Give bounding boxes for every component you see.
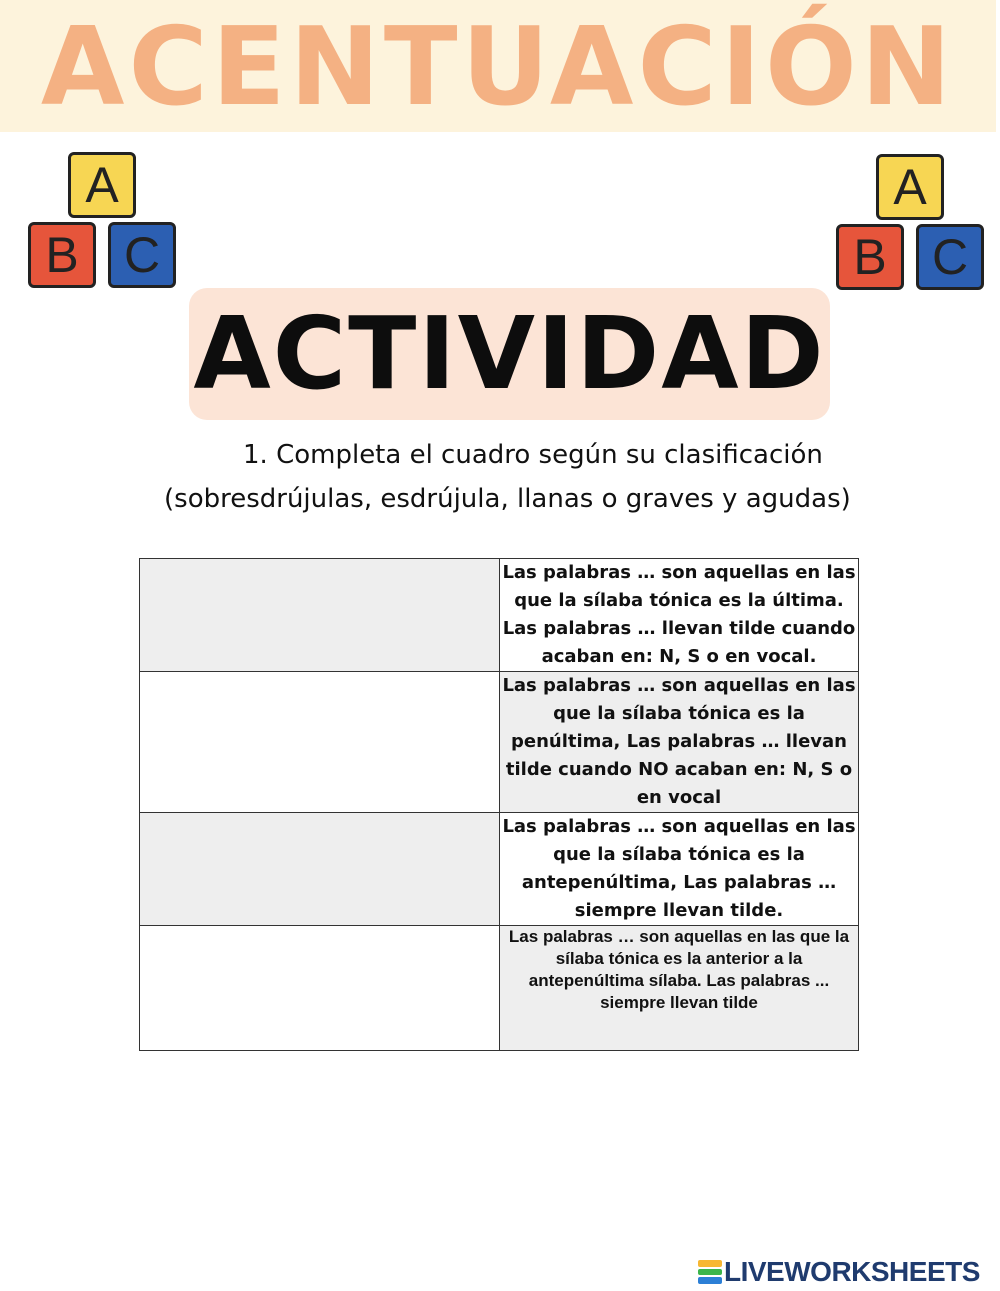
block-c-icon: C — [108, 222, 176, 288]
classification-table — [139, 558, 859, 1051]
block-b-icon: B — [836, 224, 904, 290]
block-b-icon: B — [28, 222, 96, 288]
definition-cell: Las palabras … son aquellas en las que la sílaba tónica es la penúltima, Las palabras … llevan tilde cuando NO acaban en: N, S o en vocal — [500, 672, 859, 813]
definition-cell: Las palabras … son aquellas en las que la sílaba tónica es la antepenúltima, Las palabras … siempre llevan tilde. — [500, 813, 859, 926]
table-row — [140, 926, 859, 1051]
instruction-line-2: (sobresdrújulas, esdrújula, llanas o graves y agudas) — [164, 484, 851, 514]
table-row — [140, 559, 859, 672]
answer-cell[interactable] — [140, 672, 500, 813]
block-c-icon: C — [916, 224, 984, 290]
brand-name: LIVEWORKSHEETS — [724, 1256, 980, 1287]
answer-cell[interactable] — [140, 559, 500, 672]
block-a-icon: A — [68, 152, 136, 218]
definition-cell: Las palabras … son aquellas en las que la sílaba tónica es la última. Las palabras … llevan tilde cuando acaban en: N, S o en vocal. — [500, 559, 859, 672]
table-row — [140, 813, 859, 926]
liveworksheets-logo — [698, 1256, 980, 1288]
abc-blocks-right — [834, 154, 994, 294]
activity-badge — [189, 288, 830, 420]
abc-blocks-left — [26, 152, 186, 292]
definition-cell: Las palabras … son aquellas en las que la sílaba tónica es la anterior a la antepenúltima sílaba. Las palabras ... siempre llevan tilde — [500, 926, 859, 1051]
liveworksheets-icon — [698, 1259, 722, 1285]
table-row — [140, 672, 859, 813]
activity-heading: ACTIVIDAD — [193, 295, 826, 412]
answer-cell[interactable] — [140, 926, 500, 1051]
instruction-line-1: 1. Completa el cuadro según su clasificación — [243, 440, 823, 470]
page-title: ACENTUACIÓN — [40, 5, 956, 130]
answer-cell[interactable] — [140, 813, 500, 926]
block-a-icon: A — [876, 154, 944, 220]
